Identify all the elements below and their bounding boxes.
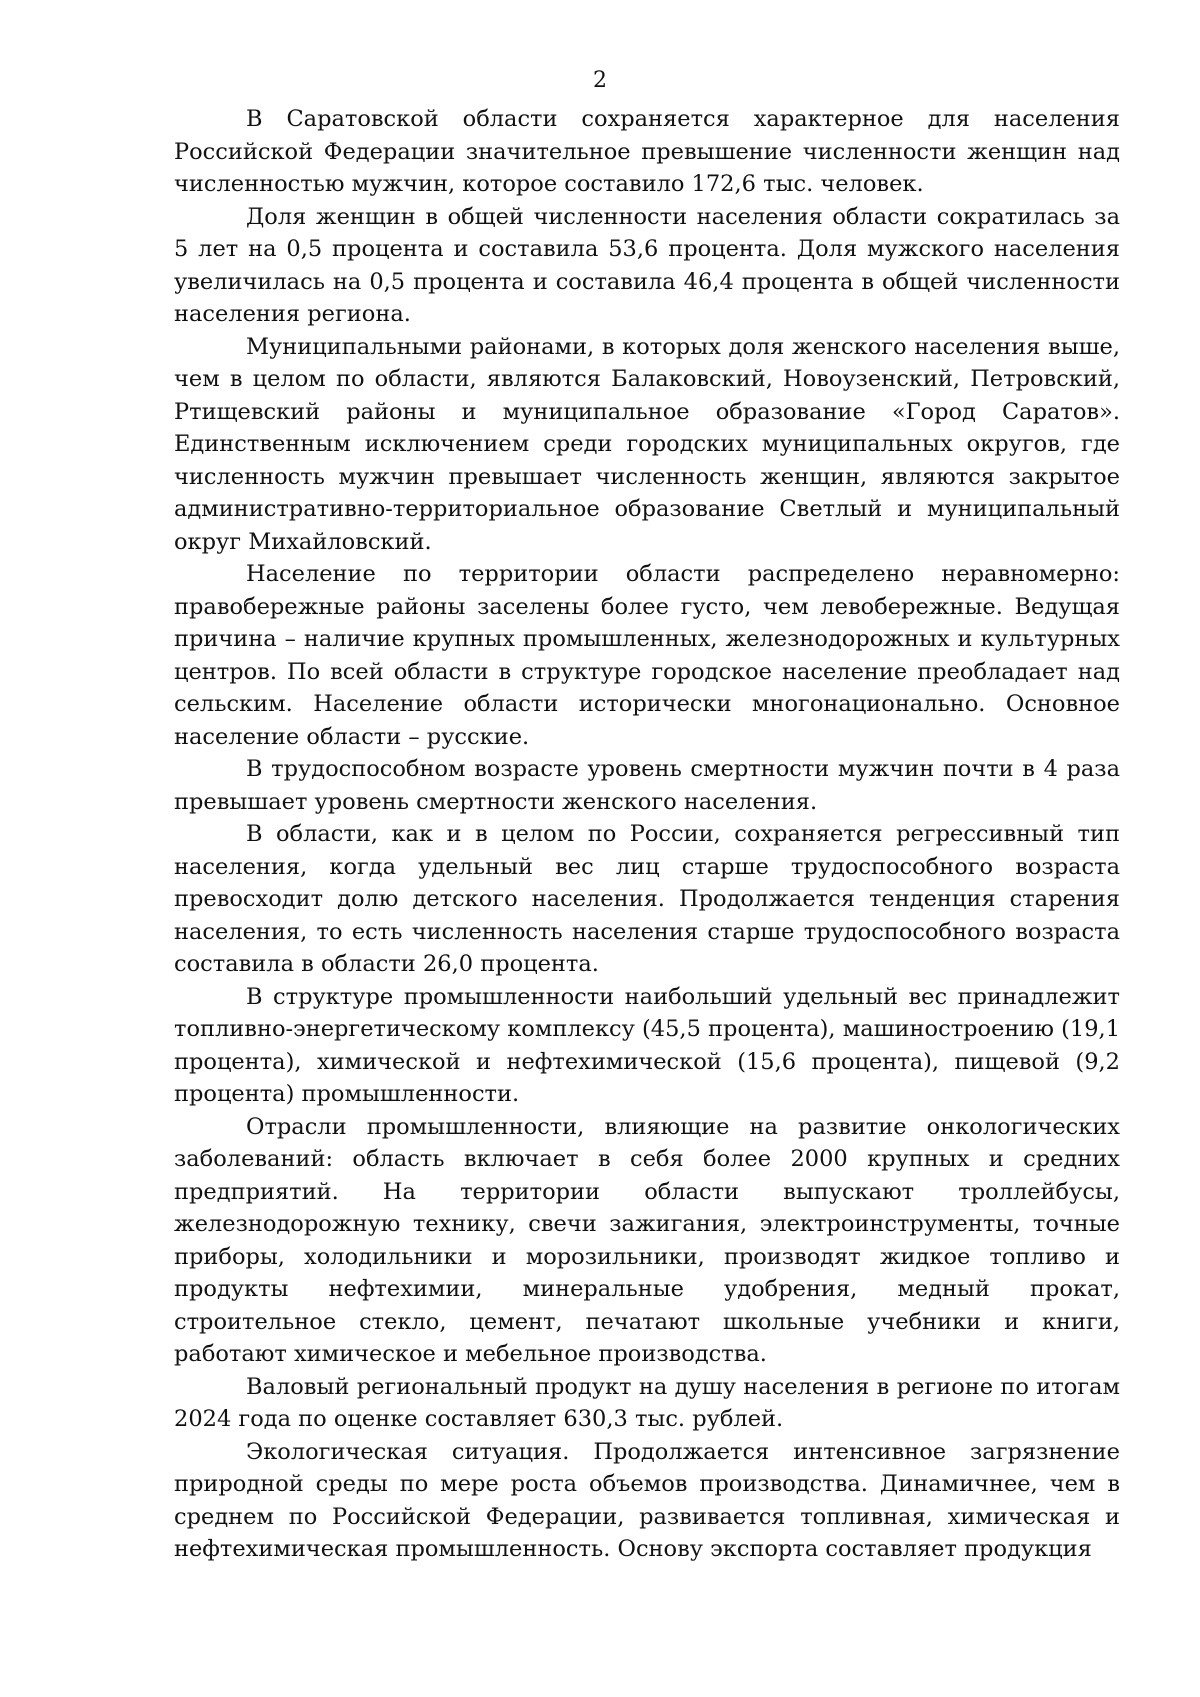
paragraph-oncology-industries: Отрасли промышленности, влияющие на развитие онкологических заболеваний: область включает в себя более 2000 крупных и средних предприятий. На территории области выпускают троллейбусы, железнодорожную технику, свечи зажигания, электроинструменты, точные приборы, холодильники и морозильники, производят жидкое топливо и продукты нефтехимии, минеральные удобрения, медный прокат, строительное стекло, цемент, печатают школьные учебники и книги, работают химическое и мебельное производства. <box>174 1113 1120 1367</box>
paragraph-aging: В области, как и в целом по России, сохраняется регрессивный тип населения, когда удельный вес лиц старше трудоспособного возраста превосходит долю детского населения. Продолжается тенденция старения населения, то есть численность населения старше трудоспособного возраста составила в области 26,0 процента. <box>174 821 1120 977</box>
paragraph-municipal-districts: Муниципальными районами, в которых доля женского населения выше, чем в целом по области, являются Балаковский, Новоузенский, Петровский, Ртищевский районы и муниципальное образование «Город Саратов». Единственным исключением среди городских муниципальных округов, где численность мужчин превышает численность женщин, являются закрытое административно-территориальное образование Светлый и муниципальный округ Михайловский. <box>174 333 1120 555</box>
document-body <box>174 103 1120 1566</box>
paragraph-grp: Валовый региональный продукт на душу населения в регионе по итогам 2024 года по оценке составляет 630,3 тыс. рублей. <box>174 1373 1120 1432</box>
paragraph-gender-share: Доля женщин в общей численности населения области сократилась за 5 лет на 0,5 процента и составила 53,6 процента. Доля мужского населения увеличилась на 0,5 процента и составила 46,4 процента в общей численности населения региона. <box>174 203 1120 327</box>
paragraph-industry-structure: В структуре промышленности наибольший удельный вес принадлежит топливно-энергетическому комплексу (45,5 процента), машиностроению (19,1 процента), химической и нефтехимической (15,6 процента), пищевой (9,2 процента) промышленности. <box>174 983 1121 1107</box>
paragraph-mortality: В трудоспособном возрасте уровень смертности мужчин почти в 4 раза превышает уровень смертности женского населения. <box>174 756 1120 815</box>
paragraph-gender-disparity: В Саратовской области сохраняется характерное для населения Российской Федерации значительное превышение численности женщин над численностью мужчин, которое составило 172,6 тыс. человек. <box>174 106 1120 197</box>
paragraph-ecology: Экологическая ситуация. Продолжается интенсивное загрязнение природной среды по мере роста объемов производства. Динамичнее, чем в среднем по Российской Федерации, развивается топливная, химическая и нефтехимическая промышленность. Основу экспорта составляет продукция <box>174 1438 1120 1562</box>
page-number: 2 <box>593 68 607 93</box>
paragraph-population-distribution: Население по территории области распределено неравномерно: правобережные районы заселены более густо, чем левобережные. Ведущая причина – наличие крупных промышленных, железнодорожных и культурных центров. По всей области в структуре городское население преобладает над сельским. Население области исторически многонационально. Основное население области – русские. <box>174 561 1120 750</box>
